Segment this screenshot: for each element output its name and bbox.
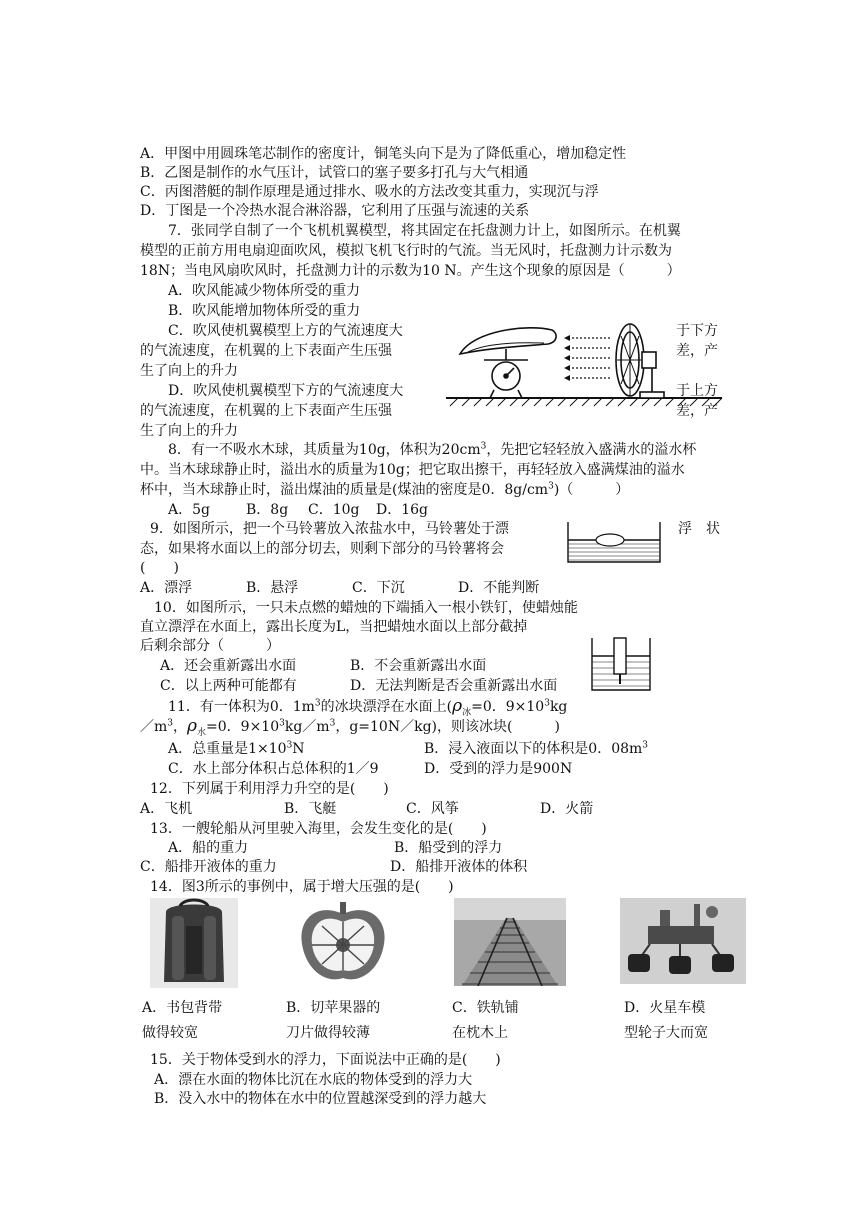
q8-stem-line1: 8．有一不吸水木球，其质量为10g，体积为$20cm^3$，先把它轻轻放入盛满水的溢水杯 xyxy=(168,441,697,458)
q14-stem: 14．图3所示的事例中，属于增大压强的是( ) xyxy=(150,879,454,895)
q6-option-b: B．乙图是制作的水气压计，试管口的塞子要多打孔与大气相通 xyxy=(140,165,529,181)
q10-stem-line2: 直立漂浮在水面上，露出长度为L，当把蜡烛水面以上部分截掉 xyxy=(140,619,528,635)
q9-option-a: A．漂浮 xyxy=(140,580,193,596)
q12-option-b: B．飞艇 xyxy=(284,801,337,817)
q10-option-a: A．还会重新露出水面 xyxy=(160,658,297,674)
q13-option-c: C．船排开液体的重力 xyxy=(140,859,277,875)
q14-option-d-line1: D．火星车模 xyxy=(624,1000,706,1016)
q8-option-d: D．16g xyxy=(376,502,429,518)
q13-option-b: B．船受到的浮力 xyxy=(394,840,503,856)
q14-option-b-line2: 刀片做得较薄 xyxy=(286,1025,370,1041)
q10-option-c: C．以上两种可能都有 xyxy=(160,678,297,694)
q9-option-d: D．不能判断 xyxy=(458,580,540,596)
q8-option-a: A．5g xyxy=(168,502,210,518)
potato-beaker-figure xyxy=(564,518,664,566)
q12-option-a: A．飞机 xyxy=(140,801,193,817)
q11-stem-line1: 11．有一体积为0．$1m^3$的冰块漂浮在水面上($\rho_冰=0$．$9\times 10^3kg$ xyxy=(168,696,568,718)
q15-stem: 15．关于物体受到水的浮力，下面说法中正确的是( ) xyxy=(150,1052,501,1068)
q9-option-c: C．下沉 xyxy=(352,580,405,596)
q10-option-b: B．不会重新露出水面 xyxy=(350,658,487,674)
q7-option-d-line1: D．吹风使机翼模型下方的气流速度大 xyxy=(168,383,404,399)
q8-stem-line3: 杯中，当木球静止时，溢出煤油的质量是(煤油的密度是0．$8g/cm^3$)（ ） xyxy=(140,481,630,498)
q7-option-d-line2: 的气流速度，在机翼的上下表面产生压强 xyxy=(140,403,392,419)
q9-stem-line1-right: 浮 状 xyxy=(678,521,720,537)
q6-option-d: D．丁图是一个冷热水混合淋浴器，它利用了压强与流速的关系 xyxy=(140,203,530,219)
q11-option-a: A．总重量是$1\times 10^3N$ xyxy=(168,740,305,757)
q9-stem-line2: 态，如果将水面以上的部分切去，则剩下部分的马铃薯将会 xyxy=(140,541,504,557)
q8-option-b: B．8g xyxy=(246,502,289,518)
q11-option-b: B．浸入液面以下的体积是0．$08m^3$ xyxy=(424,740,649,757)
q14-option-a-line1: A．书包背带 xyxy=(142,1000,223,1016)
railway-track-photo xyxy=(454,898,566,986)
q9-option-b: B．悬浮 xyxy=(246,580,299,596)
q14-option-a-line2: 做得较宽 xyxy=(142,1025,198,1041)
q14-option-b-line1: B．切苹果器的 xyxy=(286,1000,381,1016)
q7-stem-line1: 7．张同学自制了一个飞机机翼模型，将其固定在托盘测力计上，如图所示。在机翼 xyxy=(168,223,681,239)
q7-option-d-line2-right: 差，产 xyxy=(676,403,718,419)
q9-stem-line1: 9．如图所示，把一个马铃薯放入浓盐水中，马铃薯处于漂 xyxy=(150,521,509,537)
q7-stem-line2: 模型的正前方用电扇迎面吹风，模拟飞机飞行时的气流。当无风时，托盘测力计示数为 xyxy=(140,243,672,259)
q7-option-c-line2: 的气流速度，在机翼的上下表面产生压强 xyxy=(140,343,392,359)
q14-option-c-line2: 在枕木上 xyxy=(452,1025,508,1041)
q7-option-b: B．吹风能增加物体所受的重力 xyxy=(168,303,361,319)
q7-option-c-line3: 生了向上的升力 xyxy=(140,363,238,379)
backpack-photo xyxy=(150,898,238,988)
q15-option-b: B．没入水中的物体在水中的位置越深受到的浮力越大 xyxy=(154,1091,487,1107)
q7-option-d-line1-right: 于上方 xyxy=(676,383,718,399)
q7-stem-line3: 18N；当电风扇吹风时，托盘测力计的示数为10 N。产生这个现象的原因是（ ） xyxy=(140,263,681,279)
apple-slicer-photo xyxy=(296,900,390,986)
q8-option-c: C．10g xyxy=(308,502,360,518)
q7-option-a: A．吹风能减少物体所受的重力 xyxy=(168,283,361,299)
q7-option-c-line1-right: 于下方 xyxy=(676,323,718,339)
q12-option-d: D．火箭 xyxy=(540,801,594,817)
q8-stem-line2: 中。当木球球静止时，溢出水的质量为10g；把它取出擦干，再轻轻放入盛满煤油的溢水 xyxy=(140,462,685,478)
mars-rover-photo xyxy=(620,898,746,984)
q6-option-c: C．丙图潜艇的制作原理是通过排水、吸水的方法改变其重力，实现沉与浮 xyxy=(140,184,599,200)
q10-option-d: D．无法判断是否会重新露出水面 xyxy=(350,678,558,694)
q15-option-a: A．漂在水面的物体比沉在水底的物体受到的浮力大 xyxy=(154,1072,473,1088)
q7-option-d-line3: 生了向上的升力 xyxy=(140,423,238,439)
wing-model-figure xyxy=(444,316,726,412)
q14-option-c-line1: C．铁轨铺 xyxy=(452,1000,519,1016)
q10-stem-line1: 10．如图所示，一只未点燃的蜡烛的下端插入一根小铁钉，使蜡烛能 xyxy=(154,600,578,616)
q11-option-c: C．水上部分体积占总体积的1／9 xyxy=(168,761,379,777)
q12-stem: 12．下列属于利用浮力升空的是( ) xyxy=(150,781,389,797)
q11-option-d: D．受到的浮力是900N xyxy=(424,761,573,777)
q7-option-c-line2-right: 差，产 xyxy=(676,343,718,359)
q13-option-a: A．船的重力 xyxy=(168,840,249,856)
q6-option-a: A．甲图中用圆珠笔芯制作的密度计，铜笔头向下是为了降低重心，增加稳定性 xyxy=(140,146,627,162)
candle-beaker-figure xyxy=(588,636,654,694)
q7-option-c-line1: C．吹风使机翼模型上方的气流速度大 xyxy=(168,323,403,339)
q9-stem-line3: ( ) xyxy=(140,560,179,576)
q14-option-d-line2: 型轮子大而宽 xyxy=(624,1025,708,1041)
q13-option-d: D．船排开液体的体积 xyxy=(390,859,528,875)
q11-stem-line2: $/m^3$，$\rho_水=0$．$9\times 10^3kg/m^3$，g=10N／kg)，则该冰块( ) xyxy=(140,716,560,738)
q13-stem: 13．一艘轮船从河里驶入海里，会发生变化的是( ) xyxy=(150,821,487,837)
q12-option-c: C．风筝 xyxy=(406,801,459,817)
q10-stem-line3: 后剩余部分（ ） xyxy=(140,638,280,654)
